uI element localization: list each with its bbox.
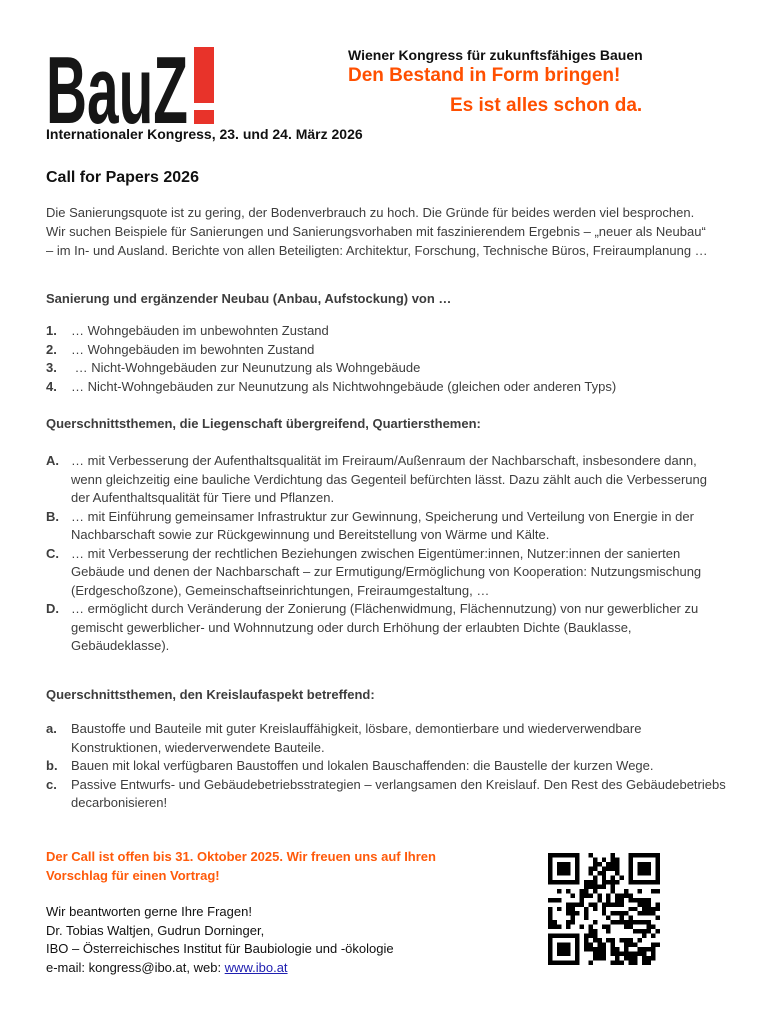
qr-module xyxy=(629,961,633,965)
qr-module xyxy=(620,898,624,902)
qr-module xyxy=(606,880,610,884)
qr-module xyxy=(647,947,651,951)
qr-module xyxy=(624,925,628,929)
qr-module xyxy=(651,934,655,938)
qr-module xyxy=(593,907,597,911)
qr-module xyxy=(570,920,574,924)
qr-module xyxy=(638,952,642,956)
qr-module xyxy=(606,916,610,920)
qr-module xyxy=(611,920,615,924)
qr-module xyxy=(548,907,552,911)
qr-module xyxy=(611,880,615,884)
section-1-list xyxy=(46,322,726,396)
qr-module xyxy=(615,911,619,915)
qr-module xyxy=(548,911,552,915)
qr-module xyxy=(624,911,628,915)
qr-module xyxy=(633,929,637,933)
qr-module xyxy=(620,893,624,897)
qr-module xyxy=(620,961,624,965)
qr-module xyxy=(642,907,646,911)
qr-module xyxy=(588,902,592,906)
qr-module xyxy=(593,920,597,924)
list-marker: A. xyxy=(46,453,59,468)
qr-module xyxy=(611,902,615,906)
qr-module xyxy=(642,898,646,902)
qr-module xyxy=(606,902,610,906)
qr-module xyxy=(633,943,637,947)
qr-module xyxy=(606,929,610,933)
qr-module xyxy=(629,943,633,947)
qr-module xyxy=(620,902,624,906)
qr-module xyxy=(588,893,592,897)
contact-names: Dr. Tobias Waltjen, Gudrun Dorninger, xyxy=(46,922,265,938)
qr-module xyxy=(557,889,561,893)
qr-finder xyxy=(557,862,570,875)
list-text: Baustoffe und Bauteile mit guter Kreislauffähigkeit, lösbare, demontierbare und wiederverwendbare Konstruktionen, wiederverwendete Bauteile. xyxy=(71,721,642,755)
qr-module xyxy=(620,952,624,956)
qr-module xyxy=(597,952,601,956)
qr-module xyxy=(633,898,637,902)
qr-module xyxy=(651,889,655,893)
qr-module xyxy=(611,938,615,942)
qr-module xyxy=(638,938,642,942)
qr-module xyxy=(606,938,610,942)
web-link[interactable]: www.ibo.at xyxy=(224,959,288,975)
qr-module xyxy=(602,956,606,960)
list-marker: 2. xyxy=(46,341,57,357)
qr-module xyxy=(606,862,610,866)
qr-module xyxy=(642,920,646,924)
qr-module xyxy=(642,947,646,951)
qr-module xyxy=(651,956,655,960)
qr-module xyxy=(606,898,610,902)
list-text: … Nicht-Wohngebäuden zur Neunutzung als Nichtwohngebäude (gleichen oder anderen Typs) xyxy=(71,378,617,394)
qr-module xyxy=(579,893,583,897)
qr-module xyxy=(588,853,592,857)
qr-finder xyxy=(629,880,660,884)
list-marker: a. xyxy=(46,721,57,736)
qr-module xyxy=(629,893,633,897)
qr-module xyxy=(656,902,660,906)
logo-letters: BauZ xyxy=(46,47,188,125)
qr-module xyxy=(656,907,660,911)
list-marker: 1. xyxy=(46,323,57,338)
qr-module xyxy=(584,893,588,897)
qr-module xyxy=(588,884,592,888)
qr-module xyxy=(647,956,651,960)
qr-module xyxy=(647,907,651,911)
qr-module xyxy=(651,943,655,947)
qr-module xyxy=(597,943,601,947)
qr-module xyxy=(629,952,633,956)
qr-module xyxy=(638,898,642,902)
list-text: … Wohngebäuden im unbewohnten Zustand xyxy=(71,323,329,338)
list-text: Passive Entwurfs- und Gebäudebetriebsstrategien – verlangsamen den Kreislauf. Den Rest des Gebäudebetriebs decarbonisieren! xyxy=(71,776,726,810)
qr-module xyxy=(615,862,619,866)
qr-module xyxy=(584,884,588,888)
qr-module xyxy=(584,938,588,942)
tagline-2: Es ist alles schon da. xyxy=(450,95,643,116)
section-3-list xyxy=(46,720,726,813)
qr-module xyxy=(611,862,615,866)
qr-module xyxy=(606,893,610,897)
qr-finder xyxy=(548,853,579,857)
qr-module xyxy=(647,925,651,929)
qr-module xyxy=(642,929,646,933)
list-marker: b. xyxy=(46,758,58,773)
qr-module xyxy=(633,956,637,960)
qr-module xyxy=(557,925,561,929)
qr-module xyxy=(566,911,570,915)
qr-module xyxy=(597,884,601,888)
qr-module xyxy=(548,898,552,902)
qr-module xyxy=(620,920,624,924)
list-item xyxy=(46,378,726,397)
qr-module xyxy=(570,911,574,915)
qr-module xyxy=(647,961,651,965)
qr-module xyxy=(593,952,597,956)
list-marker: 4. xyxy=(46,378,57,394)
qr-module xyxy=(620,911,624,915)
qr-finder xyxy=(629,853,633,884)
list-item xyxy=(46,322,726,341)
qr-module xyxy=(579,902,583,906)
tagline-1: Den Bestand in Form bringen! xyxy=(348,65,621,86)
logo-exclamation-dot xyxy=(194,110,214,124)
qr-module xyxy=(602,925,606,929)
qr-module xyxy=(597,898,601,902)
qr-module xyxy=(638,920,642,924)
qr-module xyxy=(597,956,601,960)
qr-module xyxy=(566,889,570,893)
bauz-logo xyxy=(46,47,221,125)
qr-finder xyxy=(629,853,660,857)
list-text: … mit Einführung gemeinsamer Infrastruktur zur Gewinnung, Speicherung und Verteilung von Energie in der Nachbarschaft sowie zur Rückgewinnung und Bereitstellung von Wärme und Kälte. xyxy=(71,508,694,542)
qr-module xyxy=(552,925,556,929)
qr-module xyxy=(566,925,570,929)
qr-module xyxy=(584,943,588,947)
qr-module xyxy=(624,920,628,924)
qr-module xyxy=(579,898,583,902)
list-marker: C. xyxy=(46,545,59,561)
qr-module xyxy=(647,920,651,924)
qr-module xyxy=(647,898,651,902)
list-item xyxy=(46,341,726,360)
qr-module xyxy=(584,947,588,951)
qr-module xyxy=(651,911,655,915)
intro-paragraph: Die Sanierungsquote ist zu gering, der Bodenverbrauch zu hoch. Die Gründe für beides werden viel besprochen. Wir suchen Beispiele für Sanierungen und Sanierungsvorhaben mit faszinierendem Ergebnis – „neuer als Neubau“ – im In- und Ausland. Berichte von allen Beteiligten: Architektur, Forschung, Technische Büros, Freiraumplanung … xyxy=(46,205,708,258)
qr-module xyxy=(579,925,583,929)
qr-module xyxy=(593,929,597,933)
qr-module xyxy=(548,925,552,929)
qr-finder xyxy=(557,943,570,956)
qr-module xyxy=(602,871,606,875)
qr-module xyxy=(638,911,642,915)
qr-finder xyxy=(548,934,579,938)
qr-module xyxy=(624,938,628,942)
qr-module xyxy=(602,875,606,879)
qr-module xyxy=(548,916,552,920)
list-item xyxy=(46,720,726,757)
qr-module xyxy=(593,880,597,884)
qr-module xyxy=(611,853,615,857)
qr-module xyxy=(611,911,615,915)
qr-module xyxy=(611,947,615,951)
qr-module xyxy=(633,952,637,956)
section-2-heading: Querschnittsthemen, die Liegenschaft übergreifend, Quartiersthemen: xyxy=(46,416,481,431)
qr-module xyxy=(624,952,628,956)
qr-module xyxy=(593,866,597,870)
list-item xyxy=(46,452,726,508)
qr-module xyxy=(597,938,601,942)
qr-module xyxy=(602,911,606,915)
qr-module xyxy=(638,889,642,893)
qr-module xyxy=(615,893,619,897)
qr-module xyxy=(602,947,606,951)
qr-module xyxy=(570,907,574,911)
qr-module xyxy=(647,929,651,933)
qr-module xyxy=(552,898,556,902)
qr-module xyxy=(624,943,628,947)
list-text: … Wohngebäuden im bewohnten Zustand xyxy=(71,341,315,357)
qr-module xyxy=(611,866,615,870)
qr-module xyxy=(593,857,597,861)
qr-module xyxy=(642,911,646,915)
qr-module xyxy=(602,857,606,861)
qr-module xyxy=(615,898,619,902)
qr-module xyxy=(597,862,601,866)
contact-email-web xyxy=(46,959,394,978)
qr-module xyxy=(615,857,619,861)
list-text: … mit Verbesserung der Aufenthaltsqualität im Freiraum/Außenraum der Nachbarschaft, insbesondere dann, wenn gleichzeitig eine bauliche Verdichtung das Gegenteil befürchten lässt. Dazu zählt auch die Verbesserung der Aufenthaltsqualität für Tiere und Pflanzen. xyxy=(71,453,707,505)
qr-module xyxy=(611,889,615,893)
qr-module xyxy=(602,952,606,956)
qr-module xyxy=(633,907,637,911)
qr-module xyxy=(611,952,615,956)
qr-module xyxy=(615,920,619,924)
qr-module xyxy=(615,956,619,960)
qr-module xyxy=(638,929,642,933)
qr-module xyxy=(579,889,583,893)
qr-module xyxy=(597,871,601,875)
qr-module xyxy=(588,934,592,938)
qr-module xyxy=(552,920,556,924)
qr-module xyxy=(588,947,592,951)
list-item xyxy=(46,508,726,545)
qr-code-icon[interactable] xyxy=(548,853,660,965)
qr-module xyxy=(647,911,651,915)
qr-module xyxy=(620,875,624,879)
qr-module xyxy=(593,875,597,879)
qr-module xyxy=(624,947,628,951)
qr-module xyxy=(656,889,660,893)
list-text: Bauen mit lokal verfügbaren Baustoffen und lokalen Bauschaffenden: die Baustelle der kurzen Wege. xyxy=(71,758,654,773)
qr-module xyxy=(647,902,651,906)
qr-module xyxy=(593,884,597,888)
qr-module xyxy=(651,925,655,929)
qr-module xyxy=(570,916,574,920)
qr-module xyxy=(642,956,646,960)
call-deadline-notice: Der Call ist offen bis 31. Oktober 2025. Wir freuen uns auf Ihren Vorschlag für einen Vortrag! xyxy=(46,849,436,883)
qr-module xyxy=(620,938,624,942)
qr-module xyxy=(588,929,592,933)
qr-module xyxy=(656,929,660,933)
qr-module xyxy=(611,961,615,965)
qr-module xyxy=(642,934,646,938)
qr-module xyxy=(570,893,574,897)
list-marker: B. xyxy=(46,508,59,524)
qr-module xyxy=(629,920,633,924)
qr-module xyxy=(584,907,588,911)
qr-module xyxy=(629,925,633,929)
qr-module xyxy=(615,961,619,965)
qr-module xyxy=(597,947,601,951)
qr-module xyxy=(606,925,610,929)
qr-module xyxy=(633,920,637,924)
contact-block xyxy=(46,903,394,977)
qr-module xyxy=(602,943,606,947)
qr-module xyxy=(593,938,597,942)
qr-module xyxy=(624,956,628,960)
qr-module xyxy=(615,952,619,956)
list-text: … ermöglicht durch Veränderung der Zonierung (Flächenwidmung, Flächennutzung) von nur gewerblicher zu gemischt gewerblicher- und Wohnnutzung oder durch Erhöhung der erlaubten Dichte (Bauklasse, Gebäudeklasse). xyxy=(71,601,699,653)
qr-module xyxy=(593,889,597,893)
qr-module xyxy=(593,862,597,866)
qr-finder xyxy=(548,853,552,884)
qr-module xyxy=(633,961,637,965)
list-marker: D. xyxy=(46,601,59,616)
qr-module xyxy=(611,884,615,888)
qr-module xyxy=(615,947,619,951)
section-1-heading: Sanierung und ergänzender Neubau (Anbau, Aufstockung) von … xyxy=(46,291,452,306)
qr-module xyxy=(611,943,615,947)
qr-module xyxy=(602,880,606,884)
list-item xyxy=(46,545,726,601)
qr-module xyxy=(615,880,619,884)
qr-module xyxy=(629,907,633,911)
list-marker: c. xyxy=(46,776,57,792)
qr-module xyxy=(602,884,606,888)
qr-module xyxy=(593,902,597,906)
qr-module xyxy=(588,880,592,884)
section-2-list xyxy=(46,452,726,656)
qr-module xyxy=(615,902,619,906)
contact-line: Wir beantworten gerne Ihre Fragen! xyxy=(46,904,252,919)
qr-module xyxy=(602,907,606,911)
list-marker: 3. xyxy=(46,360,57,375)
qr-finder xyxy=(548,961,579,965)
qr-module xyxy=(606,866,610,870)
qr-module xyxy=(593,947,597,951)
qr-module xyxy=(566,902,570,906)
list-item xyxy=(46,757,726,776)
qr-module xyxy=(584,880,588,884)
qr-module xyxy=(656,916,660,920)
qr-module xyxy=(557,898,561,902)
contact-email: e-mail: kongress@ibo.at, web: xyxy=(46,959,225,975)
qr-module xyxy=(588,961,592,965)
qr-module xyxy=(588,943,592,947)
qr-module xyxy=(588,925,592,929)
qr-module xyxy=(651,947,655,951)
list-item xyxy=(46,776,726,813)
qr-module xyxy=(642,961,646,965)
qr-module xyxy=(651,952,655,956)
qr-module xyxy=(629,938,633,942)
qr-module xyxy=(584,934,588,938)
qr-module xyxy=(593,934,597,938)
congress-subtitle: Wiener Kongress für zukunftsfähiges Bauen xyxy=(348,47,643,63)
qr-module xyxy=(624,893,628,897)
qr-module xyxy=(566,907,570,911)
qr-module xyxy=(597,893,601,897)
qr-module xyxy=(548,920,552,924)
qr-module xyxy=(651,907,655,911)
qr-finder xyxy=(548,934,552,965)
qr-module xyxy=(642,902,646,906)
qr-module xyxy=(629,898,633,902)
list-item xyxy=(46,359,726,378)
qr-finder xyxy=(575,934,579,965)
qr-module xyxy=(602,866,606,870)
qr-module xyxy=(602,902,606,906)
qr-module xyxy=(615,866,619,870)
list-item xyxy=(46,600,726,656)
qr-module xyxy=(566,920,570,924)
qr-module xyxy=(584,916,588,920)
qr-module xyxy=(588,866,592,870)
qr-finder xyxy=(548,880,579,884)
congress-date: Internationaler Kongress, 23. und 24. März 2026 xyxy=(46,126,363,142)
qr-module xyxy=(620,916,624,920)
qr-module xyxy=(638,947,642,951)
contact-institute: IBO – Österreichisches Institut für Baubiologie und -ökologie xyxy=(46,941,394,956)
qr-module xyxy=(615,871,619,875)
logo-exclamation-bar xyxy=(194,47,214,103)
qr-module xyxy=(584,889,588,893)
section-3-heading: Querschnittsthemen, den Kreislaufaspekt betreffend: xyxy=(46,687,375,702)
qr-module xyxy=(557,907,561,911)
qr-module xyxy=(593,956,597,960)
qr-module xyxy=(642,952,646,956)
qr-module xyxy=(656,943,660,947)
qr-module xyxy=(575,911,579,915)
list-text: … Nicht-Wohngebäuden zur Neunutzung als Wohngebäude xyxy=(71,360,421,375)
qr-finder xyxy=(656,853,660,884)
qr-module xyxy=(584,911,588,915)
qr-module xyxy=(629,916,633,920)
qr-module xyxy=(570,902,574,906)
qr-finder xyxy=(575,853,579,884)
qr-finder xyxy=(638,862,651,875)
qr-module xyxy=(575,902,579,906)
qr-module xyxy=(629,956,633,960)
list-text: … mit Verbesserung der rechtlichen Beziehungen zwischen Eigentümer:innen, Nutzer:innen der sanierten Gebäude und denen der Nachbarschaft – zur Ermutigung/Ermöglichung von Kooperation: Nutzungsmischung (Erdgeschoßzone), Gemeinschaftseinrichtungen, Freiraumgestaltung, … xyxy=(71,545,702,598)
qr-module xyxy=(611,875,615,879)
qr-module xyxy=(624,889,628,893)
qr-module xyxy=(611,857,615,861)
qr-module xyxy=(588,871,592,875)
qr-module xyxy=(638,902,642,906)
page-title: Call for Papers 2026 xyxy=(46,169,199,186)
